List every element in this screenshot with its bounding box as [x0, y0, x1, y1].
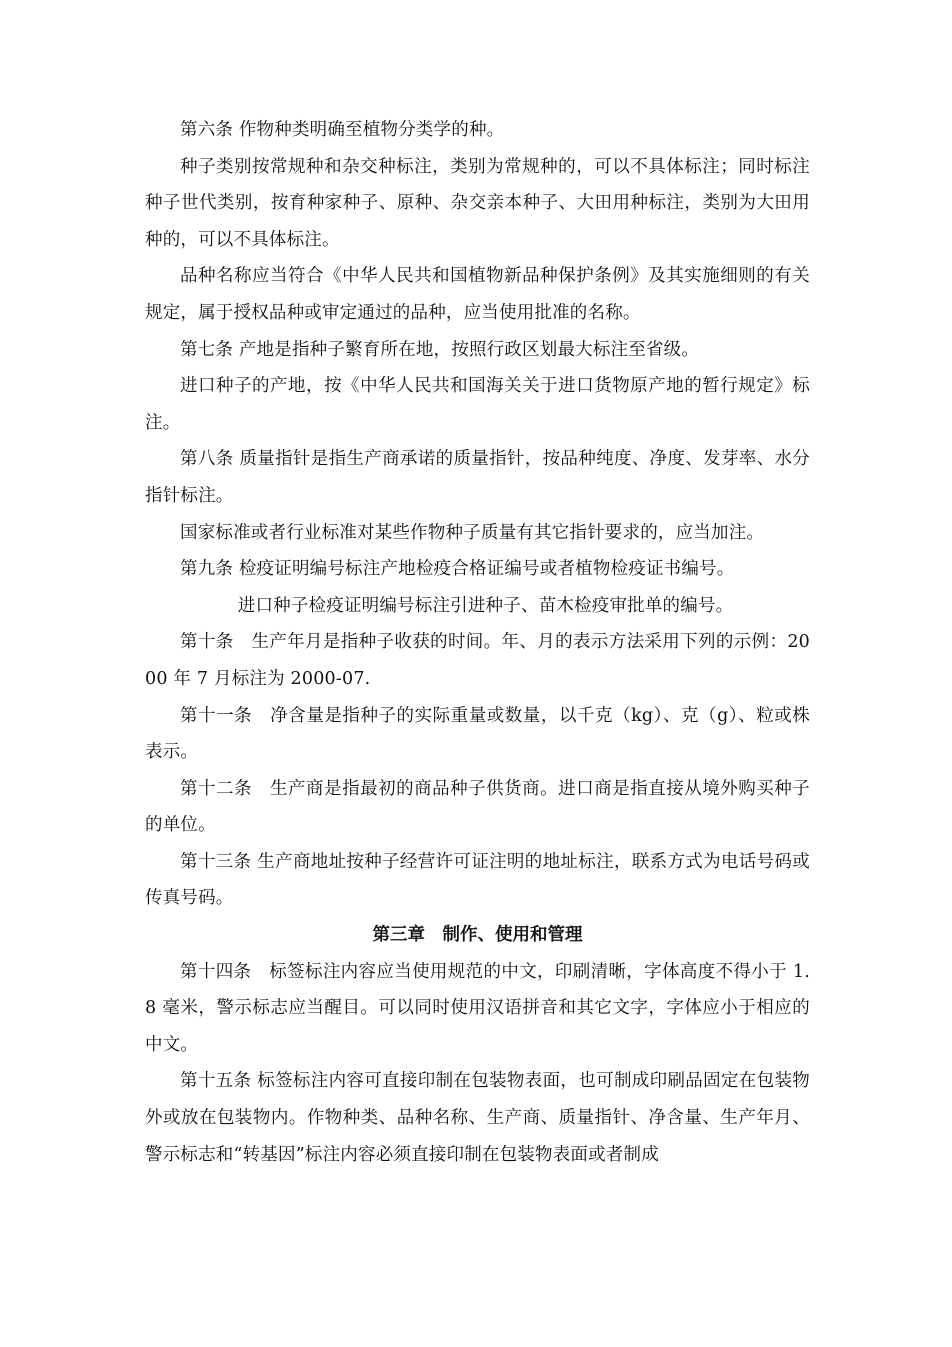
variety-name-paragraph: 品种名称应当符合《中华人民共和国植物新品种保护条例》及其实施细则的有关规定，属于授权品种或审定通过的品种，应当使用批准的名称。	[145, 266, 810, 323]
article-6-paragraph: 第六条 作物种类明确至植物分类学的种。	[180, 120, 505, 140]
article-15-paragraph: 第十五条 标签标注内容可直接印制在包装物表面，也可制成印刷品固定在包装物外或放在包装物内。作物种类、品种名称、生产商、质量指针、净含量、生产年月、警示标志和“转基因”标注内容必须直接印制在包装物表面或者制成	[145, 1071, 810, 1165]
chapter-heading: 第三章 制作、使用和管理	[372, 925, 583, 946]
article-10-paragraph: 第十条 生产年月是指种子收获的时间。年、月的表示方法采用下列的示例：2000 年 7 月标注为 2000-07.	[145, 632, 810, 689]
national-standard-paragraph: 国家标准或者行业标准对某些作物种子质量有其它指针要求的，应当加注。	[180, 522, 765, 543]
import-origin-paragraph: 进口种子的产地，按《中华人民共和国海关关于进口货物原产地的暂行规定》标注。	[145, 376, 810, 433]
article-14-paragraph: 第十四条 标签标注内容应当使用规范的中文，印刷清晰，字体高度不得小于 1.8 毫米，警示标志应当醒目。可以同时使用汉语拼音和其它文字，字体应小于相应的中文。	[145, 961, 810, 1055]
document-page	[145, 112, 810, 1173]
import-quarantine-paragraph: 进口种子检疫证明编号标注引进种子、苗木检疫审批单的编号。	[237, 595, 734, 616]
article-13-paragraph: 第十三条 生产商地址按种子经营许可证注明的地址标注，联系方式为电话号码或传真号码。	[145, 851, 810, 909]
article-9-paragraph: 第九条 检疫证明编号标注产地检疫合格证编号或者植物检疫证书编号。	[180, 559, 735, 580]
seed-category-paragraph: 种子类别按常规种和杂交种标注，类别为常规种的，可以不具体标注；同时标注种子世代类别，按育种家种子、原种、杂交亲本种子、大田用种标注，类别为大田用种的，可以不具体标注。	[145, 156, 810, 250]
article-11-paragraph: 第十一条 净含量是指种子的实际重量或数量，以千克（kg）、克（g）、粒或株表示。	[145, 705, 810, 763]
article-12-paragraph: 第十二条 生产商是指最初的商品种子供货商。进口商是指直接从境外购买种子的单位。	[145, 778, 810, 836]
article-7-paragraph: 第七条 产地是指种子繁育所在地，按照行政区划最大标注至省级。	[180, 339, 700, 360]
article-8-paragraph: 第八条 质量指针是指生产商承诺的质量指针，按品种纯度、净度、发芽率、水分指针标注。	[145, 449, 810, 506]
